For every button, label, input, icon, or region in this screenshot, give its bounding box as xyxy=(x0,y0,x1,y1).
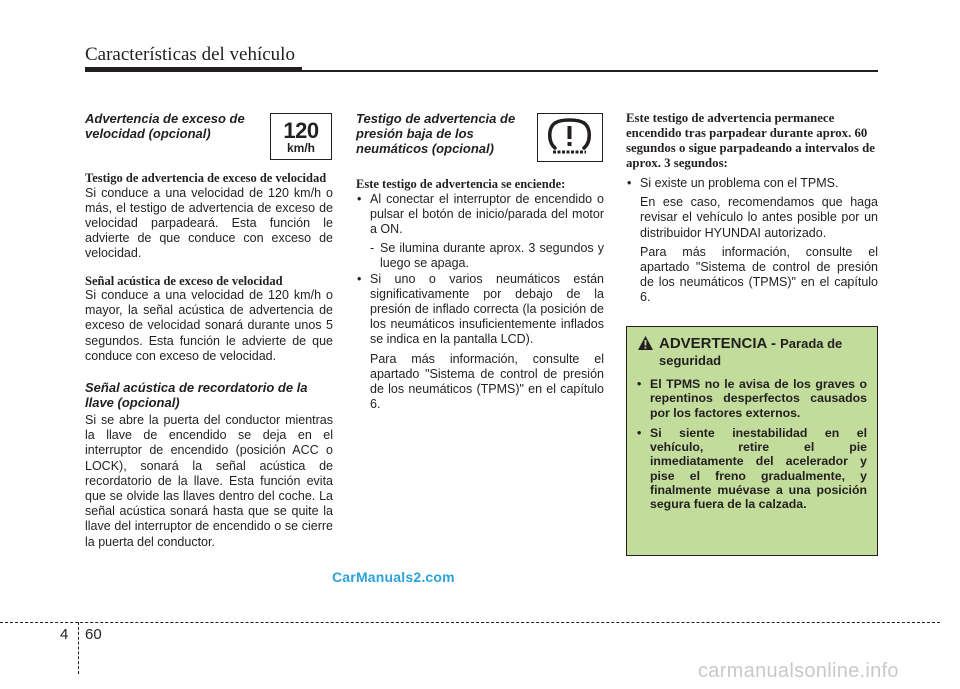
footer-rule xyxy=(0,622,940,623)
paragraph-overspeed-chime: Si conduce a una velocidad de 120 km/h o mayor, la señal acústica de advertencia de exceso de velocidad sonará durante unos 5 segundos. Esta función le advierte de que conduce con exceso de velocidad. xyxy=(85,288,333,363)
section-heading-key-reminder: Señal acústica de recordatorio de la llave (opcional) xyxy=(85,380,308,411)
brand-watermark: CarManuals2.com xyxy=(332,569,455,585)
warning-heading xyxy=(637,335,867,369)
page-number: 60 xyxy=(85,626,102,643)
subheading-overspeed-light: Testigo de advertencia de exceso de velocidad xyxy=(85,171,327,185)
warning-title: ADVERTENCIA - xyxy=(659,335,776,352)
warning-list xyxy=(637,377,867,512)
speed-icon-unit: km/h xyxy=(286,141,315,155)
paragraph-tpms-more-info-2: Para más información, consulte el apartado "Sistema de control de presión de los neumáticos (TPMS)" en el capítulo 6. xyxy=(640,244,878,305)
subheading-tpms-on: Este testigo de advertencia se enciende: xyxy=(356,177,566,191)
section-heading-overspeed: Advertencia de exceso de velocidad (opcional) xyxy=(85,111,245,141)
warning-box xyxy=(626,326,878,556)
page-header-title: Características del vehículo xyxy=(85,44,295,65)
caution-triangle-icon xyxy=(637,335,654,351)
dash-item-illuminate: - Se ilumina durante aprox. 3 segundos y luego se apaga. xyxy=(356,241,604,271)
page-chapter: 4 xyxy=(60,626,69,643)
speed-icon-value: 120 xyxy=(283,118,319,143)
paragraph-tpms-persistent: Este testigo de advertencia permanece encendido tras parpadear durante aprox. 60 segundos o sigue parpadeando a intervalos de aprox. 3 segundos: xyxy=(626,111,875,170)
footer-separator xyxy=(78,622,79,674)
paragraph-tpms-dealer: En ese caso, recomendamos que haga revisar el vehículo lo antes posible por un distribuidor HYUNDAI autorizado. xyxy=(640,195,878,240)
paragraph-overspeed-light: Si conduce a una velocidad de 120 km/h o más, el testigo de advertencia de exceso de velocidad parpadeará. Esta función le advierte de que conduce con exceso de velocidad. xyxy=(85,185,333,261)
tpms-icon-graphic xyxy=(538,114,601,160)
bullet-ignition-on: • Al conectar el interruptor de encendido o pulsar el botón de inicio/parada del motor a ON. xyxy=(356,192,604,238)
header-rule-thick xyxy=(85,67,302,72)
speed-warning-icon xyxy=(270,113,332,160)
tpms-warning-icon xyxy=(537,113,603,162)
subheading-overspeed-chime: Señal acústica de exceso de velocidad xyxy=(85,273,283,288)
section-heading-tpms: Testigo de advertencia de presión baja de los neumáticos (opcional) xyxy=(356,111,516,156)
header-rule-thin xyxy=(302,70,878,72)
site-watermark: carmanualsonline.info xyxy=(698,660,899,682)
column-3 xyxy=(626,111,878,306)
bullet-tpms-problem: • Si existe un problema con el TPMS. xyxy=(626,176,878,191)
warning-title-small: Parada de seguridad xyxy=(659,336,843,368)
paragraph-key-reminder: Si se abre la puerta del conductor mientras la llave de encendido se deja en el interruptor de encendido (posición ACC o LOCK), sonará la señal acústica de recordatorio de la llave. Esta función evita que se olvide las llaves dentro del coche. La señal acústica sonará hasta que se quite la llave del interruptor de encendido o se cierre la puerta del conductor. xyxy=(85,413,333,549)
warning-item: • Si siente inestabilidad en el vehículo, retire el pie inmediatamente del acelerador y pise el freno gradualmente, y finalmente muévase a una posición segura fuera de la calzada. xyxy=(637,426,867,512)
bullet-underinflated: • Si uno o varios neumáticos están significativamente por debajo de la presión de inflado correcta (la posición de los neumáticos insuficientemente inflados se indica en la pantalla LCD). xyxy=(356,272,604,348)
paragraph-tpms-more-info: Para más información, consulte el apartado "Sistema de control de presión de los neumáticos (TPMS)" en el capítulo 6. xyxy=(370,351,604,412)
column-1 xyxy=(85,111,333,550)
warning-item: • El TPMS no le avisa de los graves o repentinos desperfectos causados por los factores externos. xyxy=(637,377,867,420)
